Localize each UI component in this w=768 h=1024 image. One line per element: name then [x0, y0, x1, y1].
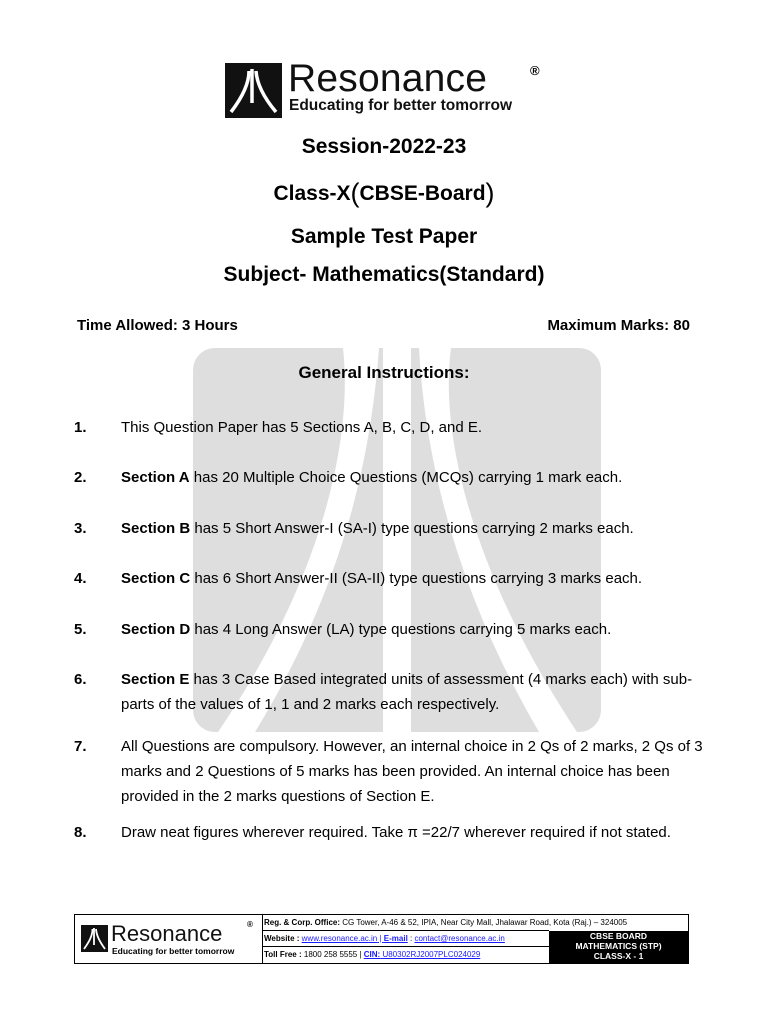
instruction-body: All Questions are compulsory. However, an internal choice in 2 Qs of 2 marks, 2 Qs of 3 marks and 2 Questions of 5 marks has been provided. An internal choice has been provided in the 2 marks questions of Section E. [121, 738, 703, 805]
board-line-3: CLASS-X - 1 [593, 951, 644, 961]
website-label: Website : [264, 934, 300, 943]
reg-office-address: CG Tower, A-46 & 52, IPIA, Near City Mall, Jhalawar Road, Kota (Raj.) – 324005 [340, 918, 628, 927]
class-open-paren: ( [350, 178, 360, 208]
footer-toll-row [262, 947, 549, 963]
instruction-bold: Section E [121, 671, 190, 688]
instruction-text [121, 667, 711, 717]
instruction-bold: Section B [121, 520, 191, 537]
instruction-body: has 5 Short Answer-I (SA-I) type questions carrying 2 marks each. [190, 520, 634, 537]
cin-label: CIN: [363, 950, 381, 959]
class-board: CBSE-Board [359, 182, 486, 205]
footer-logo [75, 915, 263, 963]
class-heading [0, 176, 768, 207]
class-close-paren: ) [485, 178, 495, 208]
instruction-number: 4. [74, 570, 87, 587]
instruction-number: 7. [74, 738, 87, 755]
instruction-text [121, 734, 711, 809]
logo-registered-mark: ® [530, 63, 540, 78]
instruction-number: 5. [74, 621, 87, 638]
instruction-number: 6. [74, 671, 87, 688]
logo-tagline: Educating for better tomorrow [289, 97, 513, 114]
email-colon: : [407, 934, 415, 943]
instruction-number: 8. [74, 824, 87, 841]
board-line-1: CBSE BOARD [589, 931, 648, 941]
toll-free-label: Toll Free : [264, 950, 302, 959]
footer-logo-registered: ® [247, 920, 253, 929]
email-separator: | [377, 934, 384, 943]
logo-wordmark: Resonance [288, 57, 488, 100]
instruction-bold: Section D [121, 621, 191, 638]
instruction-number: 1. [74, 419, 87, 436]
subject-title: Subject- Mathematics(Standard) [223, 263, 545, 286]
instruction-body: This Question Paper has 5 Sections A, B, C, D, and E. [121, 419, 483, 436]
footer-web-row [262, 931, 549, 947]
class-prefix: Class-X [273, 182, 351, 205]
footer-blank-cell [549, 915, 688, 931]
footer-board-box [549, 931, 688, 963]
instruction-text [121, 516, 711, 541]
instruction-text [121, 820, 711, 845]
instruction-body: has 4 Long Answer (LA) type questions carrying 5 marks each. [190, 621, 612, 638]
maximum-marks: Maximum Marks: 80 [547, 317, 690, 334]
toll-free-number: 1800 258 5555 | [301, 950, 364, 959]
instruction-number: 3. [74, 520, 87, 537]
instruction-body: Draw neat figures wherever required. Take π =22/7 wherever required if not stated. [121, 824, 671, 841]
instruction-text [121, 415, 711, 440]
instruction-text [121, 617, 711, 642]
board-line-2: MATHEMATICS (STP) [575, 941, 662, 951]
paper-title: Sample Test Paper [290, 225, 478, 248]
resonance-logo [225, 57, 555, 119]
session-heading: Session-2022-23 [301, 135, 467, 158]
email-label: E-mail [383, 934, 408, 943]
footer-logo-wordmark: Resonance [111, 921, 223, 946]
website-link[interactable]: www.resonance.ac.in [301, 934, 378, 943]
instruction-bold: Section A [121, 469, 190, 486]
reg-office-label: Reg. & Corp. Office: [264, 918, 341, 927]
general-instructions-title: General Instructions: [298, 363, 470, 382]
footer-address-row [262, 915, 628, 931]
instruction-body: has 6 Short Answer-II (SA-II) type questions carrying 3 marks each. [190, 570, 643, 587]
footer-logo-mark-icon [81, 925, 108, 952]
instruction-body: has 3 Case Based integrated units of assessment (4 marks each) with sub-parts of the values of 1, 1 and 2 marks each respectively. [121, 671, 693, 713]
logo-mark-icon [225, 63, 282, 118]
instruction-text [121, 566, 711, 591]
instruction-bold: Section C [121, 570, 191, 587]
cin-number: U80302RJ2007PLC024029 [380, 950, 481, 959]
time-allowed: Time Allowed: 3 Hours [77, 317, 238, 334]
email-link[interactable]: contact@resonance.ac.in [414, 934, 505, 943]
instruction-text [121, 465, 711, 490]
instruction-body: has 20 Multiple Choice Questions (MCQs) carrying 1 mark each. [189, 469, 623, 486]
instruction-number: 2. [74, 469, 87, 486]
footer-logo-tagline: Educating for better tomorrow [112, 946, 235, 956]
page-footer [74, 914, 689, 964]
